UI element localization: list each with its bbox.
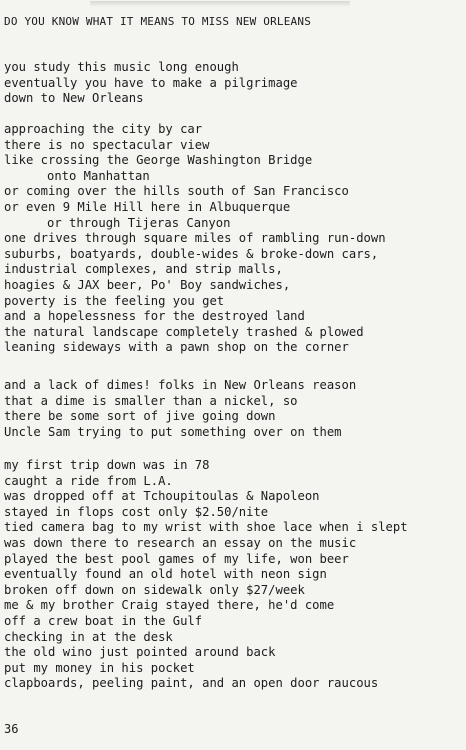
stanza-2 xyxy=(4,122,386,356)
poem-line: was dropped off at Tchoupitoulas & Napoleon xyxy=(4,489,320,504)
poem-line: and a hopelessness for the destroyed land xyxy=(4,309,305,324)
poem-line: my first trip down was in 78 xyxy=(4,458,210,472)
poem-line: tied camera bag to my wrist with shoe lace when i slept xyxy=(4,520,408,535)
poem-line: there be some sort of jive going down xyxy=(4,409,276,424)
poem-line: eventually found an old hotel with neon sign xyxy=(4,567,327,582)
poem-line: put my money in his pocket xyxy=(4,660,195,675)
page-number: 36 xyxy=(4,722,19,736)
poem-line: off a crew boat in the Gulf xyxy=(4,613,203,628)
poem-line: me & my brother Craig stayed there, he'd come xyxy=(4,598,335,613)
poem-line: hoagies & JAX beer, Po' Boy sandwiches, xyxy=(4,277,291,292)
stanza-1 xyxy=(4,60,298,107)
poem-line: poverty is the feeling you get xyxy=(4,293,225,308)
poem-line: stayed in flops cost only $2.50/nite xyxy=(4,504,269,519)
poem-line: caught a ride from L.A. xyxy=(4,473,173,488)
poem-line: suburbs, boatyards, double-wides & broke-down cars, xyxy=(4,246,379,261)
stanza-3 xyxy=(4,378,356,440)
poem-line: approaching the city by car xyxy=(4,122,203,136)
poem-line: there is no spectacular view xyxy=(4,137,210,152)
poem-line-indented: onto Manhattan xyxy=(47,168,150,183)
stanza-4 xyxy=(4,458,408,692)
poem-line: you study this music long enough xyxy=(4,60,239,74)
poem-line: or even 9 Mile Hill here in Albuquerque xyxy=(4,199,291,214)
poem-line: the natural landscape completely trashed & plowed xyxy=(4,324,364,339)
poem-line: that a dime is smaller than a nickel, so xyxy=(4,393,298,408)
poem-line: clapboards, peeling paint, and an open door raucous xyxy=(4,676,379,691)
poem-line-indented: or through Tijeras Canyon xyxy=(47,215,231,230)
poem-line: eventually you have to make a pilgrimage xyxy=(4,75,298,90)
poem-line: or coming over the hills south of San Francisco xyxy=(4,184,349,199)
poem-line: broken off down on sidewalk only $27/week xyxy=(4,582,305,597)
poem-line: Uncle Sam trying to put something over on them xyxy=(4,424,342,439)
poem-line: was down there to research an essay on the music xyxy=(4,535,357,550)
poem-line: like crossing the George Washington Bridge xyxy=(4,153,313,168)
poem-line: and a lack of dimes! folks in New Orleans reason xyxy=(4,378,357,392)
poem-line: industrial complexes, and strip malls, xyxy=(4,262,283,277)
poem-line: the old wino just pointed around back xyxy=(4,645,276,660)
poem-line: down to New Orleans xyxy=(4,91,144,106)
poem-line: one drives through square miles of rambling run-down xyxy=(4,231,386,246)
poem-line: checking in at the desk xyxy=(4,629,173,644)
poem-line: leaning sideways with a pawn shop on the corner xyxy=(4,340,349,355)
bleed-through-text xyxy=(90,1,350,7)
poem-title: DO YOU KNOW WHAT IT MEANS TO MISS NEW ORLEANS xyxy=(4,15,312,28)
poem-line: played the best pool games of my life, won beer xyxy=(4,551,349,566)
